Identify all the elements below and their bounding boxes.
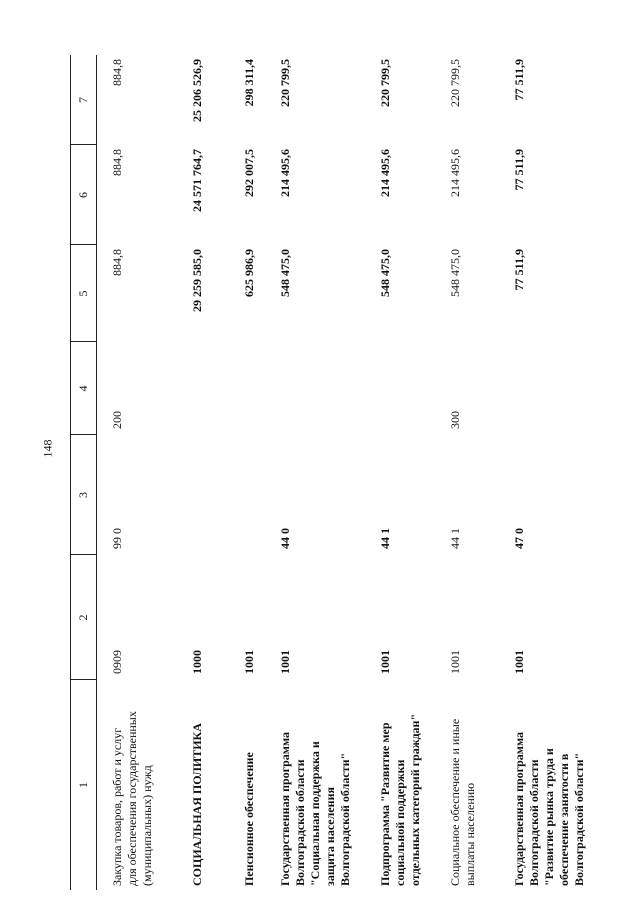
row-col-3-value: 99 0 bbox=[110, 528, 124, 549]
row-col-6-value: 292 007,5 bbox=[242, 149, 256, 197]
page-number: 148 bbox=[40, 439, 55, 458]
row-col-5-value: 625 986,9 bbox=[242, 249, 256, 297]
row-col-5-value: 548 475,0 bbox=[378, 249, 392, 297]
row-col-4-value: 300 bbox=[448, 411, 462, 429]
row-col-7-value: 220 799,5 bbox=[278, 59, 292, 107]
row-col-3-value: 44 1 bbox=[448, 528, 462, 549]
column-header-6: 6 bbox=[76, 192, 90, 198]
row-col-7-value: 220 799,5 bbox=[448, 59, 462, 107]
row-col-3-value: 44 0 bbox=[278, 528, 292, 549]
row-col-6-value: 214 495,6 bbox=[378, 149, 392, 197]
column-header-2: 2 bbox=[76, 614, 90, 621]
row-col-5-value: 77 511,9 bbox=[512, 249, 526, 291]
row-name: Пенсионное обеспечение bbox=[242, 752, 256, 886]
row-col-3-value: 47 0 bbox=[512, 528, 526, 549]
budget-table-rotated bbox=[70, 55, 586, 890]
row-name: СОЦИАЛЬНАЯ ПОЛИТИКА bbox=[190, 723, 204, 886]
row-col-6-value: 884,8 bbox=[110, 149, 124, 176]
row-col-2-value: 0909 bbox=[110, 650, 124, 674]
row-name: Государственная программа Волгоградской области "Социальная поддержка и защита населения Волгоградской области" bbox=[278, 731, 352, 886]
row-col-5-value: 548 475,0 bbox=[278, 249, 292, 297]
row-col-6-value: 77 511,9 bbox=[512, 149, 526, 191]
row-col-6-value: 24 571 764,7 bbox=[190, 149, 204, 212]
table-top-rule bbox=[70, 55, 71, 890]
row-col-2-value: 1001 bbox=[512, 650, 526, 674]
column-header-7: 7 bbox=[76, 97, 90, 103]
row-col-5-value: 29 259 585,0 bbox=[190, 249, 204, 312]
row-col-5-value: 548 475,0 bbox=[448, 249, 462, 297]
row-name: Подпрограмма "Развитие мер социальной поддержки отдельных категорий граждан" bbox=[378, 713, 422, 886]
row-col-7-value: 77 511,9 bbox=[512, 59, 526, 101]
table-header-rule bbox=[96, 55, 97, 890]
row-col-7-value: 220 799,5 bbox=[378, 59, 392, 107]
column-header-3: 3 bbox=[76, 492, 90, 498]
row-name: Социальное обеспечение и иные выплаты населению bbox=[448, 718, 477, 886]
row-col-2-value: 1001 bbox=[278, 650, 292, 674]
column-header-5: 5 bbox=[76, 290, 90, 297]
row-col-5-value: 884,8 bbox=[110, 249, 124, 276]
column-header-1: 1 bbox=[76, 782, 90, 788]
row-col-2-value: 1001 bbox=[448, 650, 462, 674]
row-name: Закупка товаров, работ и услуг для обеспечения государственных (муниципальных) нужд bbox=[110, 711, 154, 886]
column-header-4: 4 bbox=[76, 385, 90, 392]
row-col-2-value: 1001 bbox=[242, 650, 256, 674]
row-col-7-value: 298 311,4 bbox=[242, 59, 256, 107]
row-col-2-value: 1000 bbox=[190, 650, 204, 674]
row-col-7-value: 884,8 bbox=[110, 59, 124, 86]
row-col-4-value: 200 bbox=[110, 411, 124, 429]
budget-table bbox=[70, 55, 586, 890]
row-col-2-value: 1001 bbox=[378, 650, 392, 674]
row-col-6-value: 214 495,6 bbox=[278, 149, 292, 197]
row-col-3-value: 44 1 bbox=[378, 528, 392, 549]
row-col-6-value: 214 495,6 bbox=[448, 149, 462, 197]
row-name: Государственная программа Волгоградской области "Развитие рынка труда и обеспечение занятости в Волгоградской области" bbox=[512, 731, 586, 886]
row-col-7-value: 25 206 526,9 bbox=[190, 59, 204, 122]
